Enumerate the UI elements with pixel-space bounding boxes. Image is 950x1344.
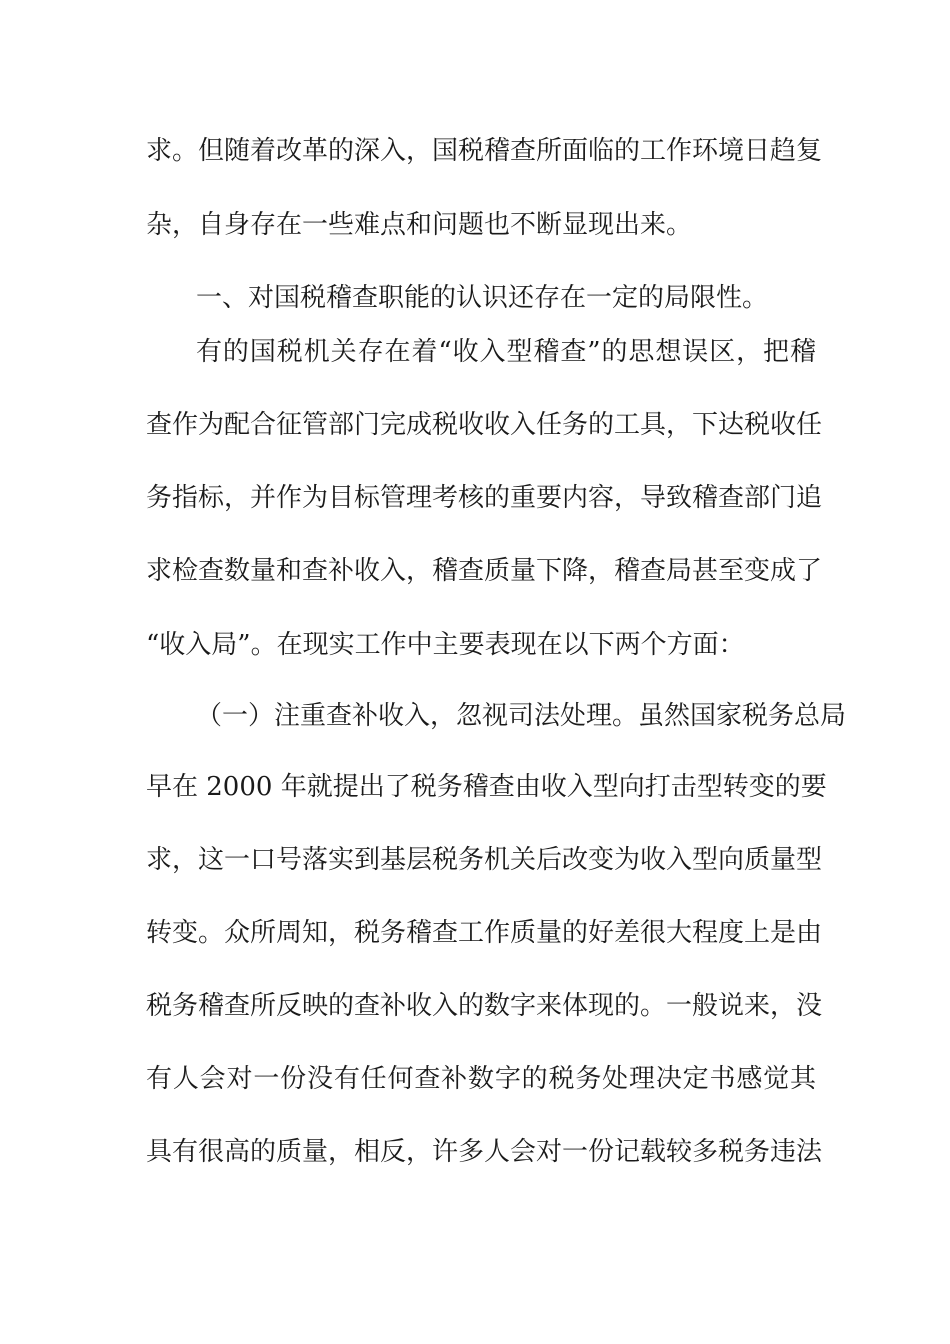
text-line-15: 具有很高的质量，相反，许多人会对一份记载较多税务违法 bbox=[146, 1137, 823, 1167]
text-line-8: “收入局”。在现实工作中主要表现在以下两个方面： bbox=[146, 630, 745, 660]
text-line-5: 查作为配合征管部门完成税收收入任务的工具，下达税收任 bbox=[146, 410, 823, 440]
text-line-2: 杂，自身存在一些难点和问题也不断显现出来。 bbox=[146, 210, 693, 240]
text-line-13: 税务稽查所反映的查补收入的数字来体现的。一般说来，没 bbox=[146, 991, 823, 1021]
subsection-line: （一）注重查补收入，忽视司法处理。虽然国家税务总局 bbox=[196, 701, 847, 731]
text-line-6: 务指标，并作为目标管理考核的重要内容，导致稽查部门追 bbox=[146, 483, 823, 513]
section-heading: 一、对国税稽查职能的认识还存在一定的局限性。 bbox=[196, 283, 769, 313]
text-line-11: 求，这一口号落实到基层税务机关后改变为收入型向质量型 bbox=[146, 845, 823, 875]
text-line-12: 转变。众所周知，税务稽查工作质量的好差很大程度上是由 bbox=[146, 918, 823, 948]
text-line-1: 求。但随着改革的深入，国税稽查所面临的工作环境日趋复 bbox=[146, 136, 823, 166]
text-line-10: 早在 2000 年就提出了税务稽查由收入型向打击型转变的要 bbox=[146, 772, 827, 802]
text-line-7: 求检查数量和查补收入，稽查质量下降，稽查局甚至变成了 bbox=[146, 556, 823, 586]
text-line-4: 有的国税机关存在着“收入型稽查”的思想误区，把稽 bbox=[196, 337, 816, 367]
text-line-14: 有人会对一份没有任何查补数字的税务处理决定书感觉其 bbox=[146, 1064, 816, 1094]
